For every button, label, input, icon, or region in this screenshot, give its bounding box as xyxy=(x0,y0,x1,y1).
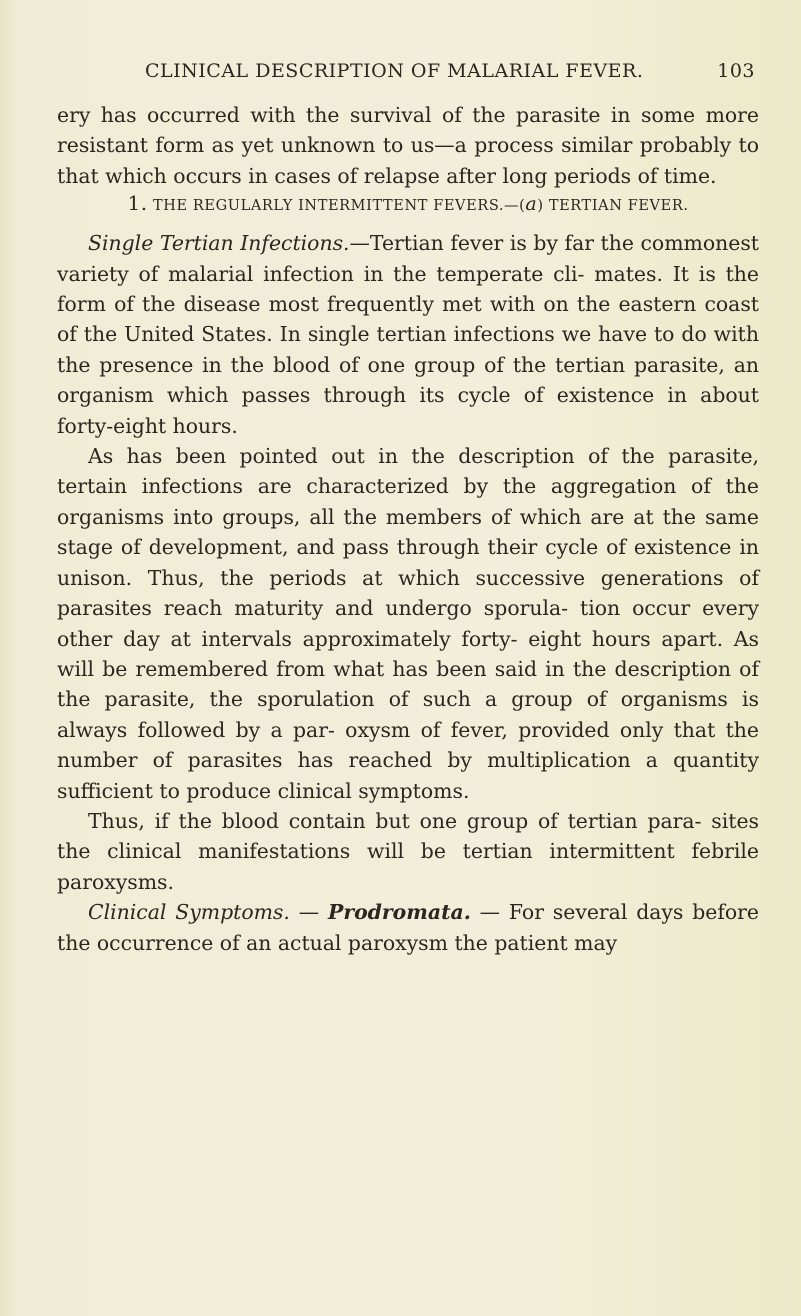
paragraph-one-group: Thus, if the blood contain but one group of tertian para- sites the clinical manifestations will be tertian intermittent febrile paroxysms. xyxy=(57,808,759,894)
lead-separator: — xyxy=(289,900,328,925)
body-text xyxy=(57,100,759,958)
paragraph-aggregation: As has been pointed out in the description of the parasite, tertain infections are characterized by the aggregation of the organisms into groups, all the members of which are at the same stage of development, and pass through their cycle of existence in unison. Thus, the periods at which successive generations of parasites reach maturity and undergo sporula- tion occur every other day at intervals approximately forty- eight hours apart. As will be remembered from what has been said in the description of the parasite, the sporulation of such a group of organisms is always followed by a par- oxysm of fever, provided only that the number of parasites has reached by multiplication a quantity sufficient to produce clinical symptoms. xyxy=(57,444,759,803)
paragraph-lead-italic: Single Tertian Infections. xyxy=(88,231,350,256)
paragraph-single-tertian xyxy=(57,228,759,441)
heading-number: 1. xyxy=(127,191,148,216)
paragraph-body: — For several days before the occurrence of an actual paroxysm the patient may xyxy=(57,900,760,955)
paragraph-lead-italic-1: Clinical Symptoms. xyxy=(88,900,290,925)
heading-text-part-1: THE REGULARLY INTERMITTENT FEVERS.—( xyxy=(152,198,526,215)
paragraph-clinical-symptoms xyxy=(57,897,759,958)
running-head: CLINICAL DESCRIPTION OF MALARIAL FEVER. xyxy=(145,60,644,82)
paragraph-continuation: ery has occurred with the survival of the parasite in some more resistant form as yet unknown to us—a process similar probably to that which occurs in cases of relapse after long periods of time. xyxy=(57,103,759,188)
heading-letter: a xyxy=(525,193,538,216)
page-number: 103 xyxy=(717,60,755,82)
heading-text-part-2: ) TERTIAN FEVER. xyxy=(537,198,689,215)
paragraph-body: —Tertian fever is by far the commonest variety of malarial infection in the temperate cli- mates. It is the form of the disease most frequently met with on the eastern coast of the United States. In single tertian infections we have to do with the presence in the blood of one group of the tertian parasite, an organism which passes through its cycle of existence in about forty-eight hours. xyxy=(57,231,760,438)
paragraph-lead-italic-2: Prodromata. xyxy=(328,900,471,925)
section-heading xyxy=(57,191,759,218)
page-header xyxy=(145,60,755,88)
